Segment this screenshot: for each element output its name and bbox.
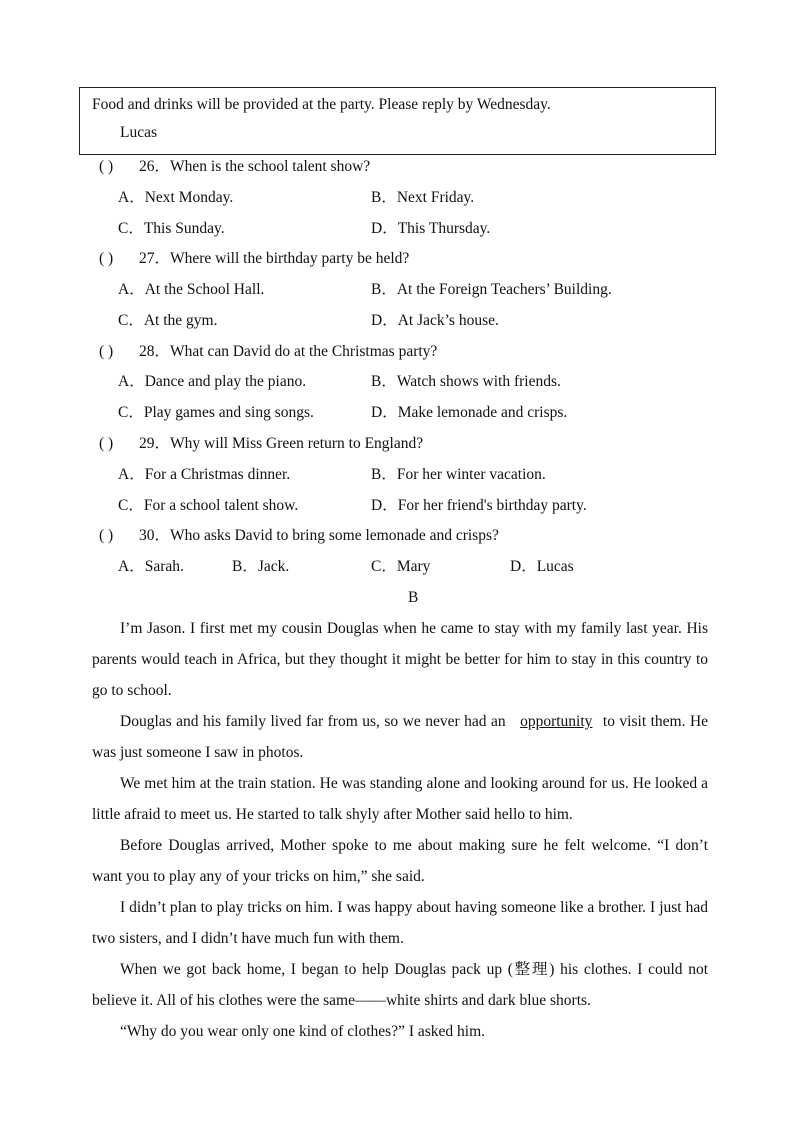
notice-signature: Lucas [120, 124, 158, 141]
passage-paragraph: When we got back home, I began to help Douglas pack up (整理) his clothes. I could not believe it. All of his clothes were the same——white shirts and dark blue shorts. [92, 961, 708, 1009]
passage-paragraph: I’m Jason. I first met my cousin Douglas when he came to stay with my family last year. His parents would teach in Africa, but they thought it might be better for him to stay in this country to go to school. [92, 620, 708, 699]
passage-paragraph: “Why do you wear only one kind of clothes?” I asked him. [120, 1023, 486, 1040]
question-stem: 26．When is the school talent show? [139, 158, 371, 175]
option-a: A．Dance and play the piano. [118, 373, 307, 390]
option-c: C．At the gym. [118, 312, 218, 329]
notice-text: Food and drinks will be provided at the party. Please reply by Wednesday. [92, 96, 551, 113]
option-b: B．Next Friday. [371, 189, 475, 206]
question-30 [99, 526, 499, 546]
answer-bracket[interactable]: ( ) [99, 158, 114, 175]
option-a: A．Next Monday. [118, 189, 234, 206]
option-c: C．For a school talent show. [118, 497, 299, 514]
paragraph-text: to visit them. He was just someone I saw in photos. [92, 713, 709, 761]
option-b: B．At the Foreign Teachers’ Building. [371, 281, 612, 298]
question-stem: 29．Why will Miss Green return to England? [139, 435, 424, 452]
option-a: A．Sarah. [118, 558, 184, 575]
answer-bracket[interactable]: ( ) [99, 343, 114, 360]
underlined-word: opportunity [520, 713, 593, 730]
option-c: C．Play games and sing songs. [118, 404, 314, 421]
option-c: C．Mary [371, 558, 431, 575]
option-d: D．Make lemonade and crisps. [371, 404, 568, 421]
option-d: D．This Thursday. [371, 220, 491, 237]
question-stem: 30．Who asks David to bring some lemonade and crisps? [139, 527, 499, 544]
question-26 [99, 157, 370, 177]
question-stem: 28．What can David do at the Christmas party? [139, 343, 438, 360]
option-c: C．This Sunday. [118, 220, 225, 237]
paragraph-text: Douglas and his family lived far from us, so we never had an [120, 713, 506, 730]
question-29 [99, 434, 423, 454]
answer-bracket[interactable]: ( ) [99, 250, 114, 267]
option-d: D．At Jack’s house. [371, 312, 499, 329]
passage-paragraph: We met him at the train station. He was standing alone and looking around for us. He looked a little afraid to meet us. He started to talk shyly after Mother said hello to him. [92, 775, 708, 823]
question-stem: 27．Where will the birthday party be held? [139, 250, 410, 267]
option-a: A．For a Christmas dinner. [118, 466, 291, 483]
question-27 [99, 249, 409, 269]
option-b: B．Watch shows with friends. [371, 373, 561, 390]
question-28 [99, 342, 437, 362]
option-d: D．Lucas [510, 558, 574, 575]
option-a: A．At the School Hall. [118, 281, 265, 298]
option-b: B．For her winter vacation. [371, 466, 546, 483]
passage [92, 613, 708, 1047]
passage-paragraph: I didn’t plan to play tricks on him. I was happy about having someone like a brother. I just had two sisters, and I didn’t have much fun with them. [92, 899, 708, 947]
answer-bracket[interactable]: ( ) [99, 435, 114, 452]
passage-paragraph [92, 706, 708, 768]
answer-bracket[interactable]: ( ) [99, 527, 114, 544]
option-d: D．For her friend's birthday party. [371, 497, 587, 514]
option-b: B．Jack. [232, 558, 290, 575]
section-heading: B [408, 589, 419, 606]
passage-paragraph: Before Douglas arrived, Mother spoke to me about making sure he felt welcome. “I don’t want you to play any of your tricks on him,” she said. [92, 837, 708, 885]
